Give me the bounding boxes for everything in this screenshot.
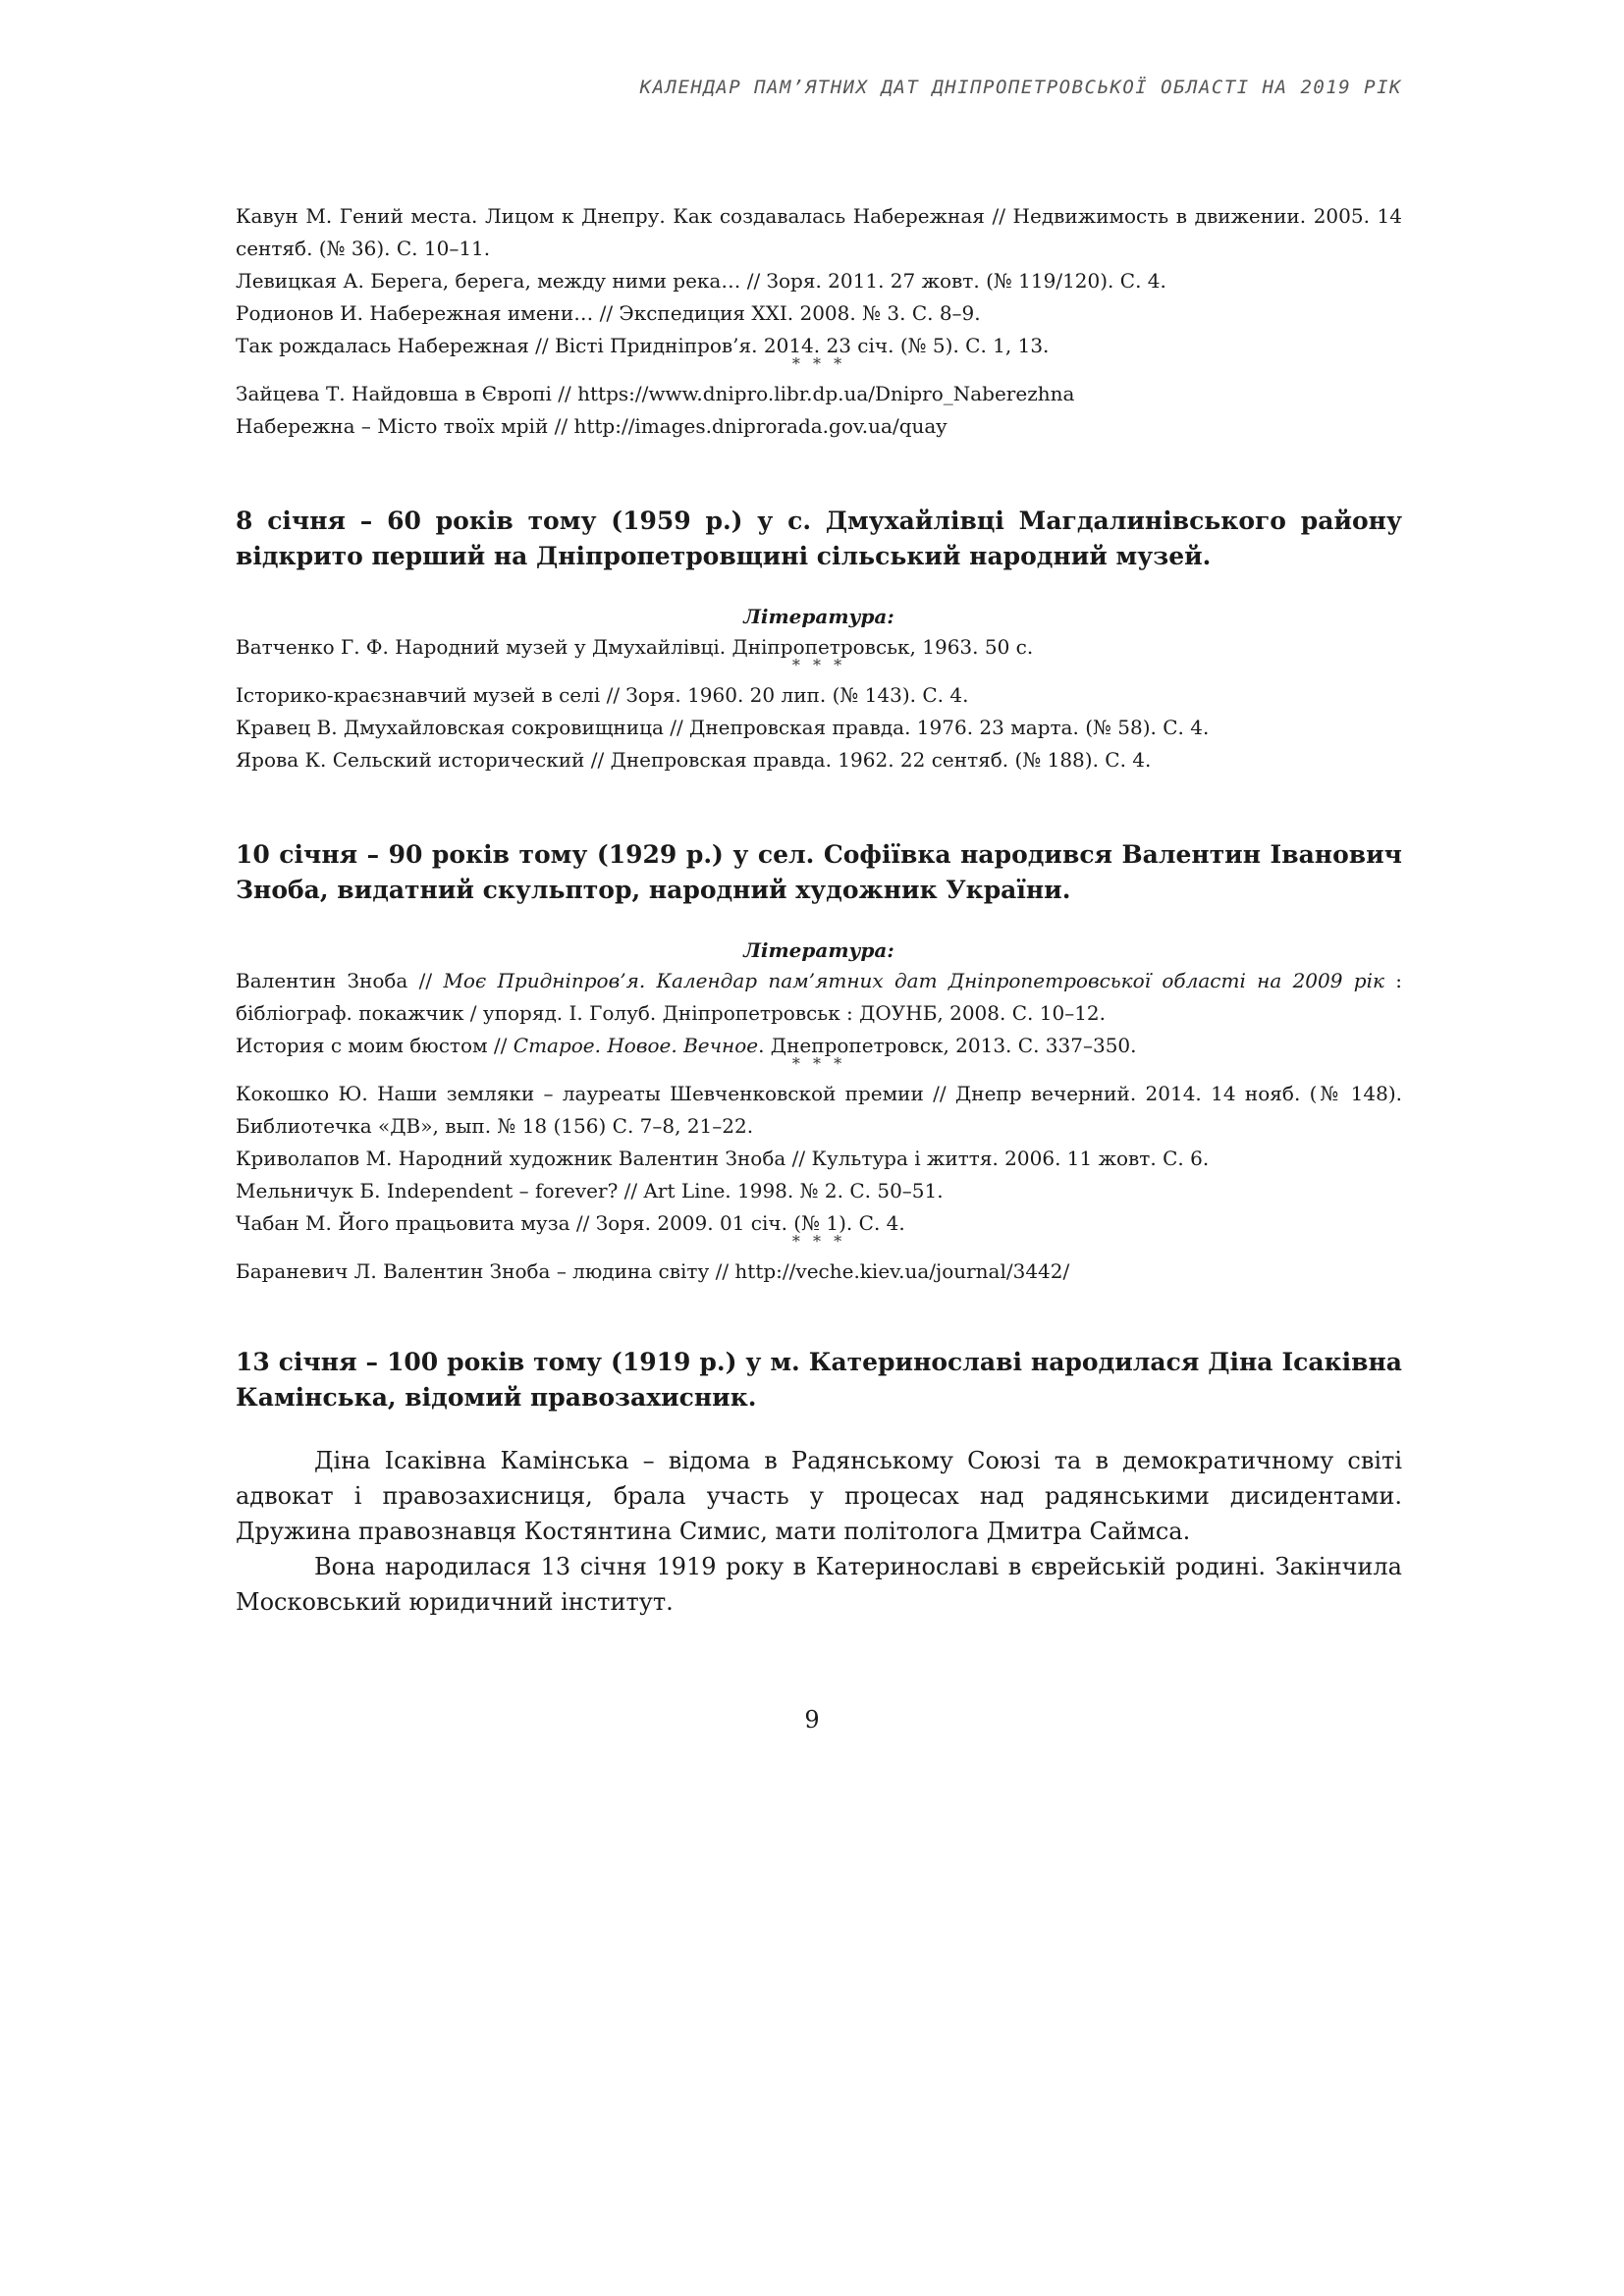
event-title: 8 січня – 60 років тому (1959 р.) у с. Дмухайлівці Магдалинівського району відкрито перший на Дніпропетровщині сільський народний музей. (236, 507, 1402, 570)
reference-source-italic: Моє Придніпров’я. Календар пам’ятних дат Дніпропетровської області на 2009 рік (443, 969, 1384, 992)
reference-item: Кравец В. Дмухайловская сокровищница // Днепровская правда. 1976. 23 марта. (№ 58). С. 4. (236, 716, 1210, 739)
reference-author-title: История с моим бюстом // (236, 1034, 514, 1057)
body-paragraph: Діна Ісаківна Камінська – відома в Радянському Союзі та в демократичному світі адвокат і правозахисниця, брала участь у процесах над радянськими дисидентами. Дружина правознавця Костянтина Симис, мати політолога Дмитра Саймса. (236, 1447, 1402, 1545)
reference-item (236, 965, 1402, 1030)
reference-item: Ватченко Г. Ф. Народний музей у Дмухайлівці. Дніпропетровськ, 1963. 50 с. (236, 635, 1034, 659)
asterism-divider: * * * (791, 656, 846, 674)
page-content (236, 200, 1402, 1620)
asterism-divider: * * * (791, 1054, 846, 1073)
page-number: 9 (804, 1706, 820, 1734)
reference-item: Родионов И. Набережная имени… // Экспедиция XXI. 2008. № 3. С. 8–9. (236, 301, 981, 325)
reference-source-italic: Старое. Новое. Вечное (513, 1034, 759, 1057)
body-paragraph: Вона народилася 13 січня 1919 року в Катеринославі в єврейській родині. Закінчила Московський юридичний інститут. (236, 1553, 1402, 1616)
reference-author-title: Валентин Зноба // (236, 969, 444, 992)
asterism-divider: * * * (791, 1232, 846, 1251)
asterism-divider: * * * (791, 354, 846, 373)
running-header: КАЛЕНДАР ПАМ’ЯТНИХ ДАТ ДНІПРОПЕТРОВСЬКОЇ ОБЛАСТІ НА 2019 РІК (639, 77, 1402, 98)
reference-item: Так рождалась Набережная // Вісті Придніпров’я. 2014. 23 січ. (№ 5). С. 1, 13. (236, 334, 1050, 357)
reference-item: Левицкая А. Берега, берега, между ними река… // Зоря. 2011. 27 жовт. (№ 119/120). С. 4. (236, 269, 1166, 293)
reference-item: Чабан М. Його працьовита муза // Зоря. 2009. 01 січ. (№ 1). С. 4. (236, 1211, 905, 1235)
references-continued (236, 200, 1402, 443)
reference-item: Історико-краєзнавчий музей в селі // Зоря. 1960. 20 лип. (№ 143). С. 4. (236, 683, 969, 707)
reference-item: Кавун М. Гений места. Лицом к Днепру. Как создавалась Набережная // Недвижимость в движении. 2005. 14 сентяб. (№ 36). С. 10–11. (236, 204, 1402, 260)
reference-item: Мельничук Б. Independent – forever? // Art Line. 1998. № 2. С. 50–51. (236, 1179, 944, 1202)
event-title: 13 січня – 100 років тому (1919 р.) у м. Катеринославі народилася Діна Ісаківна Камінська, відомий правозахисник. (236, 1348, 1402, 1412)
reference-item: Бараневич Л. Валентин Зноба – людина світу // http://veche.kiev.ua/journal/3442/ (236, 1259, 1070, 1283)
reference-item: Криволапов М. Народний художник Валентин Зноба // Культура і життя. 2006. 11 жовт. С. 6. (236, 1147, 1210, 1170)
reference-item: Зайцева Т. Найдовша в Європі // https://www.dnipro.libr.dp.ua/Dnipro_Naberezhna (236, 382, 1075, 405)
literature-heading: Література: (743, 938, 894, 962)
event-entry-jan-13 (236, 1345, 1402, 1620)
reference-item: Набережна – Місто твоїх мрій // http://images.dniprorada.gov.ua/quay (236, 414, 947, 438)
reference-details: . Днепропетровск, 2013. С. 337–350. (758, 1034, 1137, 1057)
literature-heading: Література: (743, 605, 894, 628)
event-entry-jan-10 (236, 837, 1402, 1288)
reference-item: Ярова К. Сельский исторический // Днепровская правда. 1962. 22 сентяб. (№ 188). С. 4. (236, 748, 1152, 772)
event-title: 10 січня – 90 років тому (1929 р.) у сел. Софіївка народився Валентин Іванович Зноба, видатний скульптор, народний художник України. (236, 840, 1402, 904)
reference-item: Кокошко Ю. Наши земляки – лауреаты Шевченковской премии // Днепр вечерний. 2014. 14 нояб. (№ 148). Библиотечка «ДВ», вып. № 18 (156) С. 7–8, 21–22. (236, 1082, 1402, 1138)
event-entry-jan-8 (236, 504, 1402, 776)
reference-details: : бібліограф. покажчик / упоряд. І. Голуб. Дніпропетровськ : ДОУНБ, 2008. С. 10–12. (236, 969, 1402, 1025)
